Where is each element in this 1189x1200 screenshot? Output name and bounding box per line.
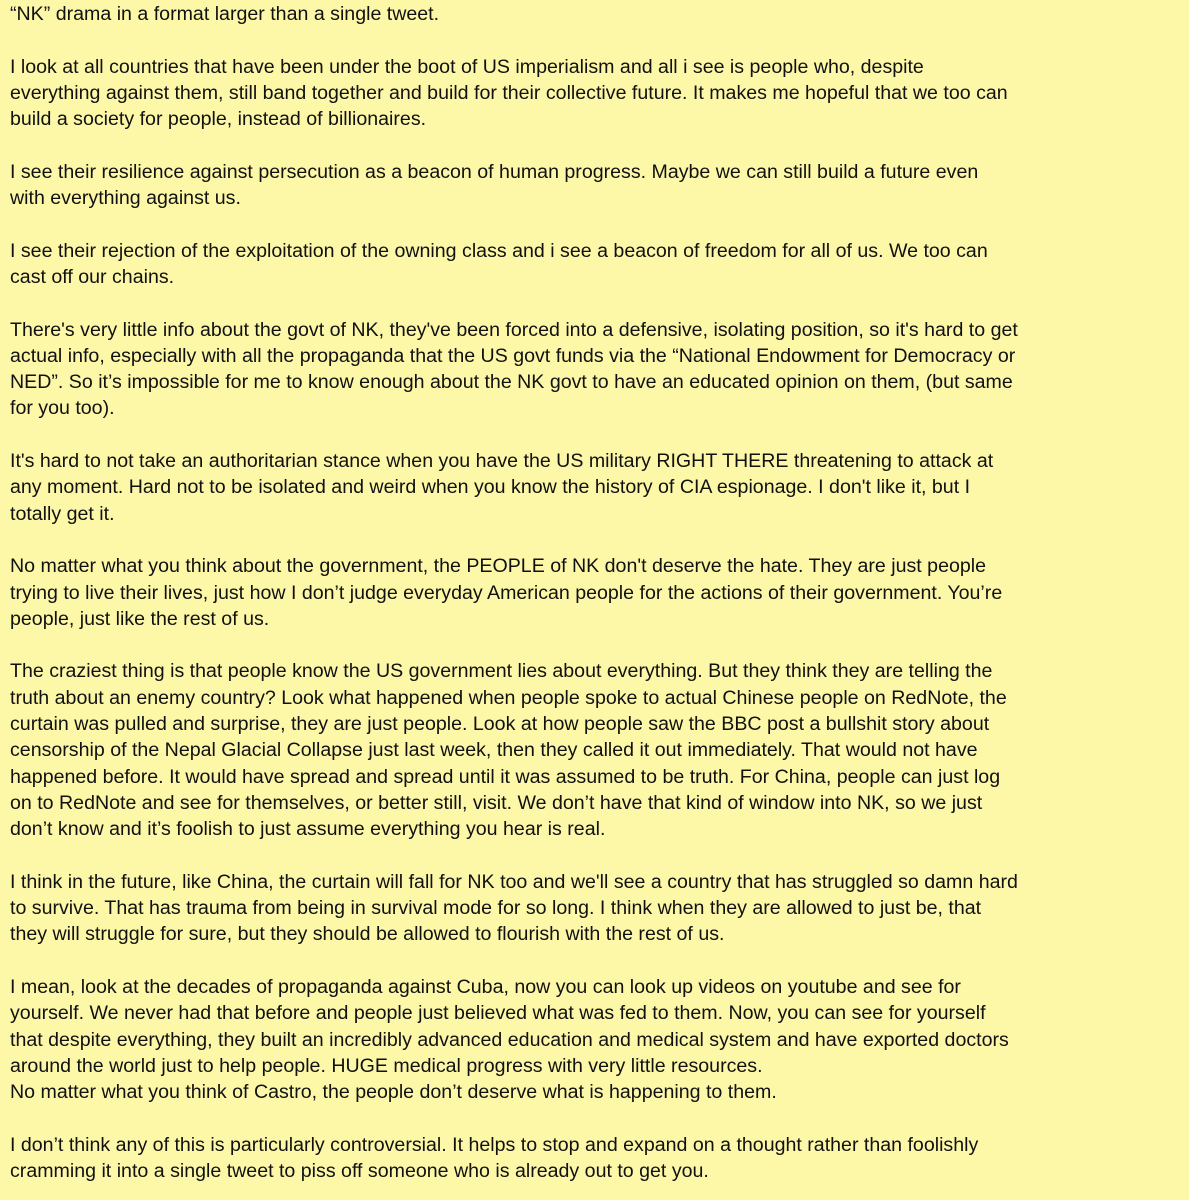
paragraph-conclusion: I don’t think any of this is particularly controversial. It helps to stop and expand on a thought rather than foolishly cramming it into a single tweet to piss off someone who is already out to get you. xyxy=(10,1133,979,1183)
paragraph-craziest-thing: The craziest thing is that people know the US government lies about everything. But they think they are telling the truth about an enemy country? Look what happened when people spoke to actual Chinese people on RedNote, the curtain was pulled and surprise, they are just people. Look at how people saw the BBC post a bullshit story about censorship of the Nepal Glacial Collapse just last week, then they called it out immediately. That would not have happened before. It would have spread and spread until it was assumed to be truth. For China, people can just log on to RedNote and see for themselves, or better still, visit. We don’t have that kind of window into NK, so we just don’t know and it’s foolish to just assume everything you hear is real. xyxy=(10,660,1007,841)
paragraph-intro: “NK” drama in a format larger than a single tweet. xyxy=(10,3,440,25)
paragraph-people: No matter what you think about the government, the PEOPLE of NK don't deserve the hate. They are just people trying to live their lives, just how I don’t judge everyday American people for the actions of their government. You’re people, just like the rest of us. xyxy=(10,555,1003,630)
paragraph-imperialism: I look at all countries that have been under the boot of US imperialism and all i see is people who, despite everything against them, still band together and build for their collective future. It makes me hopeful that we too can build a society for people, instead of billionaires. xyxy=(10,55,1008,131)
paragraph-govt-info: There's very little info about the govt of NK, they've been forced into a defensive, isolating position, so it's hard to get actual info, especially with all the propaganda that the US govt funds via the “National Endowment for Democracy or NED”. So it’s impossible for me to know enough about the NK govt to have an educated opinion on them, (but same for you too). xyxy=(10,318,1018,420)
paragraph-resilience: I see their resilience against persecution as a beacon of human progress. Maybe we can still build a future even with everything against us. xyxy=(10,160,979,210)
paragraph-owning-class: I see their rejection of the exploitation of the owning class and i see a beacon of freedom for all of us. We too can cast off our chains. xyxy=(10,239,988,288)
paragraph-cuba: I mean, look at the decades of propaganda against Cuba, now you can look up videos on youtube and see for yourself. We never had that before and people just believed what was fed to them. Now, you can see for yourself that despite everything, they built an incredibly advanced education and medical system and have exported doctors around the world just to help people. HUGE medical progress with very little resources. No matter what you think of Castro, the people don’t deserve what is happening to them. xyxy=(10,975,1009,1104)
paragraph-future: I think in the future, like China, the curtain will fall for NK too and we'll see a country that has struggled so damn hard to survive. That has trauma from being in survival mode for so long. I think when they are allowed to just be, that they will struggle for sure, but they should be allowed to flourish with the rest of us. xyxy=(10,870,1018,946)
paragraph-authoritarian: It's hard to not take an authoritarian stance when you have the US military RIGHT THERE threatening to attack at any moment. Hard not to be isolated and weird when you know the history of CIA espionage. I don't like it, but I totally get it. xyxy=(10,450,994,525)
